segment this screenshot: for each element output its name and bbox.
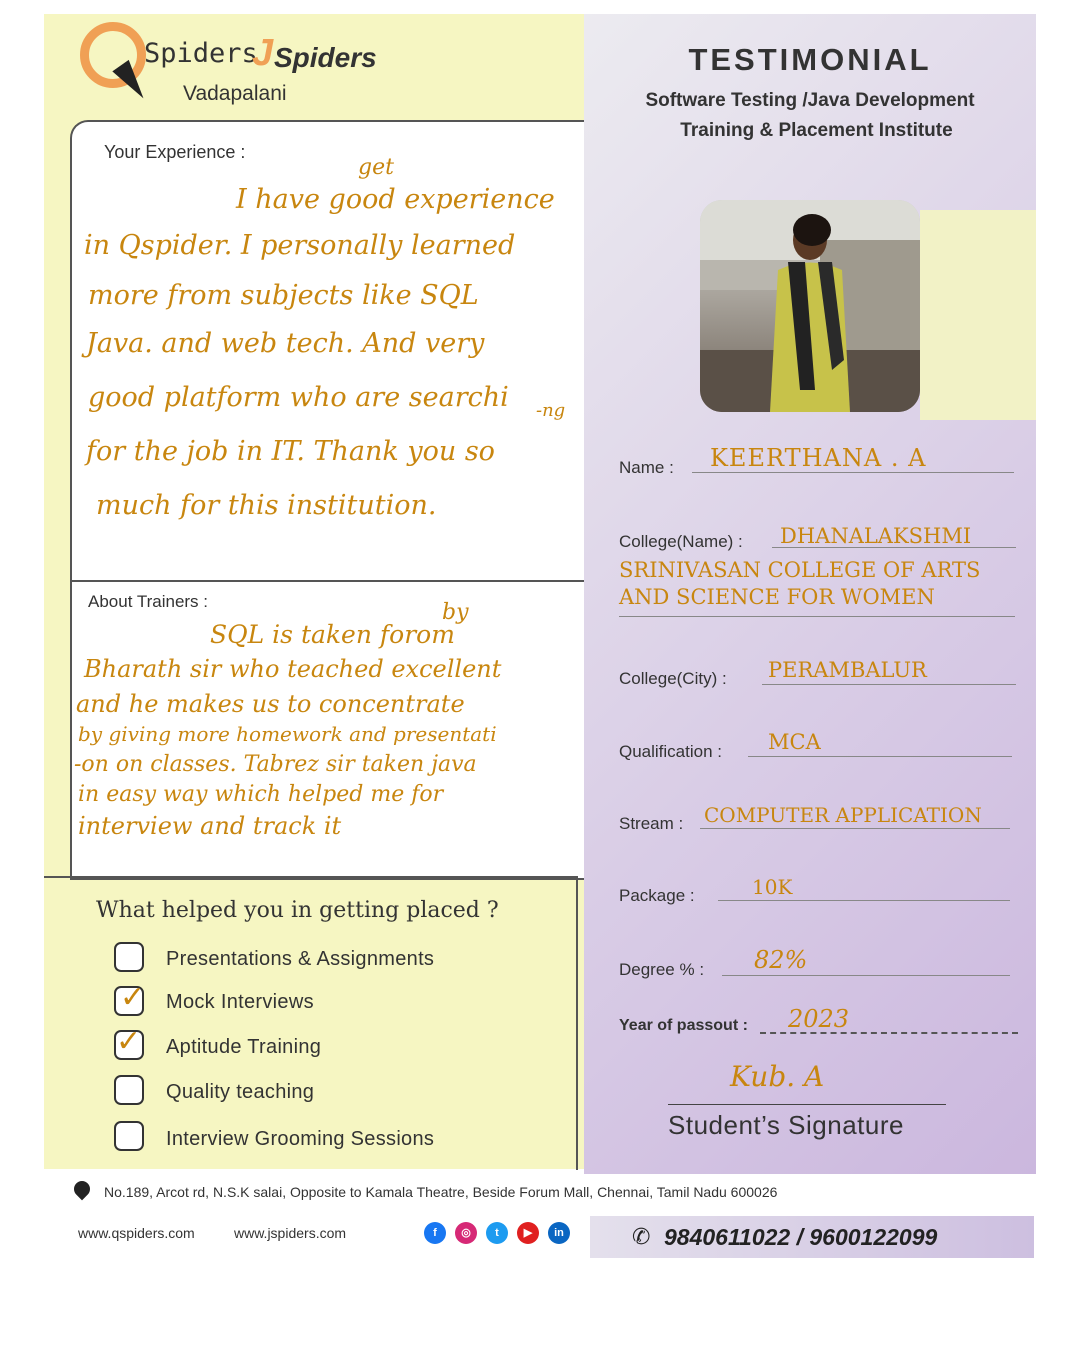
trainers-label: About Trainers : (88, 592, 209, 611)
experience-line-1: I have good experience (236, 184, 555, 215)
experience-line-4: Java. and web tech. And very (86, 328, 485, 359)
package-label: Package : (619, 886, 695, 905)
college-name-value-3: AND SCIENCE FOR WOMEN (619, 585, 935, 609)
stream-line (700, 828, 1010, 829)
trainers-line-4: by giving more homework and presentati (78, 722, 497, 746)
college-city-label: College(City) : (619, 669, 727, 688)
experience-line-7: much for this institution. (96, 490, 437, 521)
yellow-accent-strip (920, 210, 1036, 420)
stream-label: Stream : (619, 814, 684, 833)
package-value: 10K (752, 875, 793, 899)
location-text: Vadapalani (183, 82, 287, 105)
checkbox-quality-teaching[interactable] (114, 1075, 144, 1105)
facebook-icon[interactable]: f (424, 1222, 446, 1244)
checkbox-presentations[interactable] (114, 942, 144, 972)
experience-line-3: more from subjects like SQL (88, 280, 479, 311)
degree-label: Degree % : (619, 960, 705, 979)
stream-value: COMPUTER APPLICATION (704, 803, 982, 827)
footer-web-2[interactable]: www.jspiders.com (234, 1225, 347, 1241)
degree-value: 82% (754, 946, 808, 974)
name-label: Name : (619, 458, 674, 477)
trainers-line-6: in easy way which helped me for (78, 782, 444, 807)
photo-figure (700, 200, 920, 412)
trainers-by-insert: by (442, 600, 469, 625)
student-signature: Kub. A (730, 1060, 825, 1093)
linkedin-icon[interactable]: in (548, 1222, 570, 1244)
placed-question: What helped you in getting placed ? (96, 898, 499, 923)
year-label: Year of passout : (619, 1017, 748, 1034)
option-presentations-label: Presentations & Assignments (166, 948, 435, 970)
trainers-line-5: -on on classes. Tabrez sir taken java (74, 752, 477, 777)
logo-j-letter: J (252, 32, 274, 74)
trainers-line-3: and he makes us to concentrate (76, 690, 465, 718)
qualification-value: MCA (768, 730, 821, 754)
option-aptitude-training-label: Aptitude Training (166, 1036, 322, 1058)
signature-label: Student’s Signature (668, 1110, 904, 1140)
twitter-icon[interactable]: t (486, 1222, 508, 1244)
college-name-value-1: DHANALAKSHMI (780, 524, 972, 548)
qualification-label: Qualification : (619, 742, 722, 761)
checkbox-interview-grooming[interactable] (114, 1121, 144, 1151)
trainers-line-1: SQL is taken forom (210, 620, 455, 649)
logo-jspiders-text: Spiders (274, 42, 377, 73)
degree-line (722, 975, 1010, 976)
footer-address: No.189, Arcot rd, N.S.K salai, Opposite to Kamala Theatre, Beside Forum Mall, Chennai, Tamil Nadu 600026 (104, 1184, 778, 1200)
youtube-icon[interactable]: ▶ (517, 1222, 539, 1244)
footer-web-1[interactable]: www.qspiders.com (78, 1225, 195, 1241)
qualification-line (748, 756, 1012, 757)
college-name-value-2: SRINIVASAN COLLEGE OF ARTS (619, 558, 981, 582)
student-photo (700, 200, 920, 412)
trainers-line-2: Bharath sir who teached excellent (84, 655, 502, 683)
checkmark-icon: ✓ (120, 981, 146, 1014)
experience-line-6: for the job in IT. Thank you so (86, 436, 495, 467)
checkmark-icon: ✓ (116, 1025, 142, 1058)
subtitle-line-1: Software Testing /Java Development (645, 90, 975, 111)
experience-line-5: good platform who are searchi (88, 382, 509, 413)
college-city-line (762, 684, 1016, 685)
phone-icon: ✆ (632, 1224, 651, 1249)
trainers-line-7: interview and track it (78, 812, 342, 840)
experience-get-insert: get (358, 155, 394, 180)
college-name-line-2 (619, 616, 1015, 617)
experience-line-2: in Qspider. I personally learned (84, 230, 516, 261)
option-interview-grooming-label: Interview Grooming Sessions (166, 1128, 435, 1150)
package-line (718, 900, 1010, 901)
experience-ng-insert: -ng (536, 400, 566, 421)
year-value: 2023 (788, 1005, 850, 1033)
college-city-value: PERAMBALUR (768, 658, 927, 682)
instagram-icon[interactable]: ◎ (455, 1222, 477, 1244)
experience-label: Your Experience : (104, 142, 246, 162)
option-quality-teaching-label: Quality teaching (166, 1081, 315, 1103)
option-mock-interviews-label: Mock Interviews (166, 991, 314, 1013)
footer-phone[interactable]: 9840611022 / 9600122099 (664, 1224, 938, 1250)
signature-line (668, 1104, 946, 1105)
page-title: TESTIMONIAL (688, 42, 932, 77)
name-value: KEERTHANA . A (710, 444, 927, 472)
name-field-line (692, 472, 1014, 473)
location-pin-icon (71, 1178, 94, 1201)
logo-qspiders-text: Spiders (144, 38, 258, 69)
college-name-label: College(Name) : (619, 532, 743, 551)
subtitle-line-2: Training & Placement Institute (680, 120, 953, 141)
